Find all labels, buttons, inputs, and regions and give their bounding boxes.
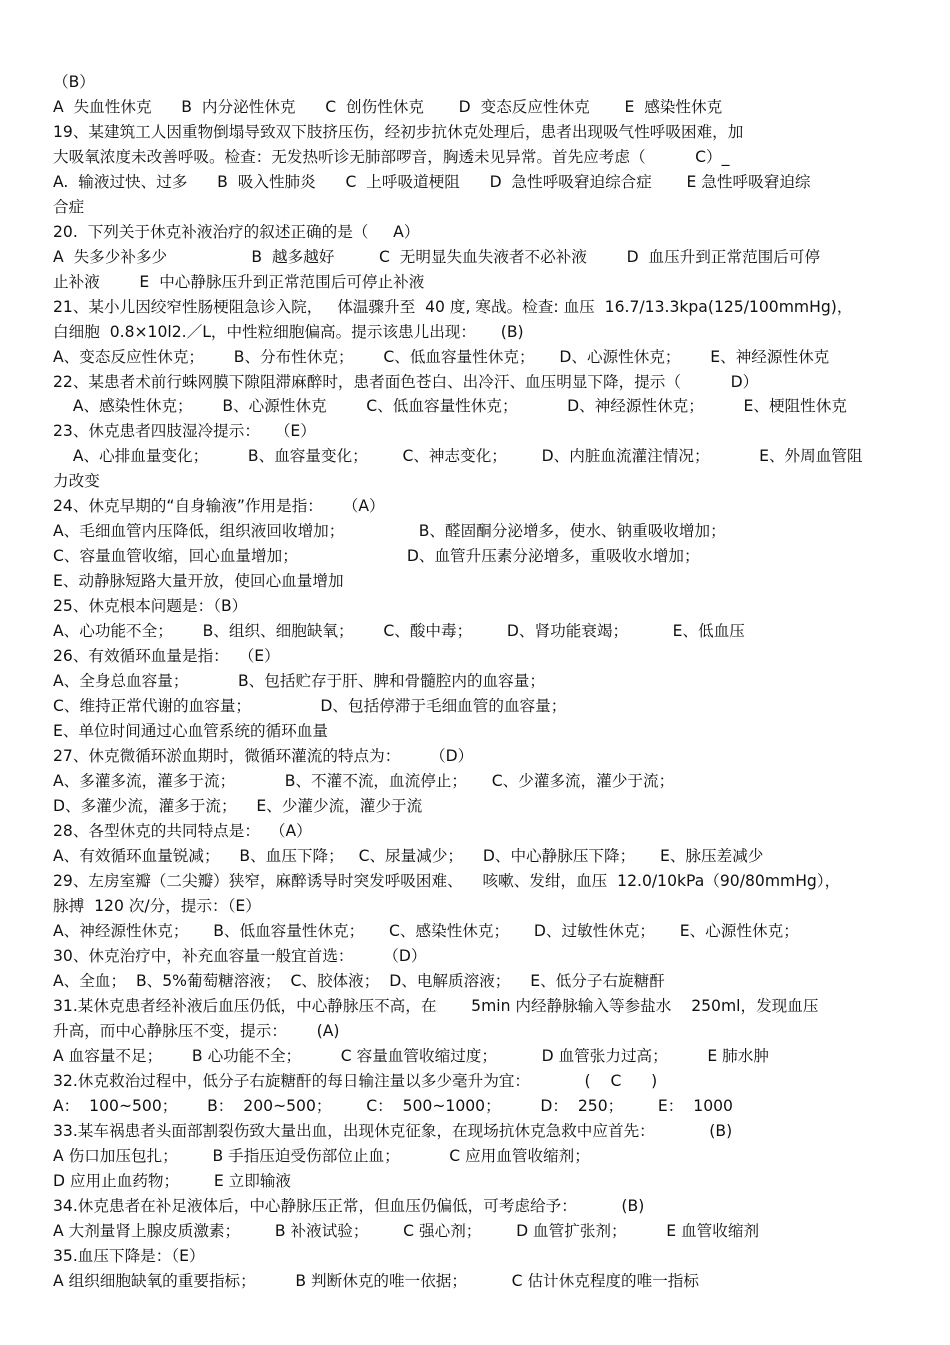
text-line: A 组织细胞缺氧的重要指标； B 判断休克的唯一依据； C 估计休克程度的唯一指标 — [53, 1272, 699, 1290]
text-line: A、有效循环血量锐减； B、血压下降； C、尿量减少； D、中心静脉压下降； E、脉压差减少 — [53, 847, 764, 865]
text-line: A、心功能不全； B、组织、细胞缺氧； C、酸中毒； D、肾功能衰竭； E、低血压 — [53, 622, 745, 640]
text-line: A、多灌多流，灌多于流； B、不灌不流，血流停止； C、少灌多流，灌少于流； — [53, 772, 675, 790]
text-line: A、心排血量变化； B、血容量变化； C、神志变化； D、内脏血流灌注情况； E、外周血管阻 — [53, 447, 863, 465]
text-line: A、变态反应性休克； B、分布性休克； C、低血容量性休克； D、心源性休克； E、神经源性休克 — [53, 348, 830, 366]
text-line: 力改变 — [53, 472, 100, 490]
text-line: 大吸氧浓度未改善呼吸。检查：无发热听诊无肺部啰音，胸透未见异常。首先应考虑（ C）_ — [53, 148, 730, 166]
text-line: 34.休克患者在补足液体后，中心静脉压正常，但血压仍偏低，可考虑给予： (B) — [53, 1197, 645, 1215]
text-line: 合症 — [53, 198, 85, 216]
text-line: E、动静脉短路大量开放，使回心血量增加 — [53, 572, 344, 590]
text-line: 22、某患者术前行蛛网膜下隙阻滞麻醉时，患者面色苍白、出冷汗、血压明显下降，提示（ D） — [53, 373, 759, 391]
text-line: A、感染性休克； B、心源性休克 C、低血容量性休克； D、神经源性休克； E、梗阻性休克 — [53, 397, 847, 415]
text-line: 脉搏 120 次/分，提示：（E） — [53, 897, 261, 915]
text-line: （B） — [53, 73, 95, 91]
text-line: A 失多少补多少 B 越多越好 C 无明显失血失液者不必补液 D 血压升到正常范围后可停 — [53, 248, 821, 266]
text-line: 35.血压下降是：（E） — [53, 1247, 205, 1265]
text-line: A、神经源性休克； B、低血容量性休克； C、感染性休克； D、过敏性休克； E、心源性休克； — [53, 922, 799, 940]
text-line: 24、休克早期的“自身输液”作用是指： （A） — [53, 497, 385, 515]
text-line: 23、休克患者四肢湿冷提示： （E） — [53, 422, 316, 440]
text-line: A 失血性休克 B 内分泌性休克 C 创伤性休克 D 变态反应性休克 E 感染性休克 — [53, 98, 723, 116]
text-line: 白细胞 0.8×10l2.／L，中性粒细胞偏高。提示该患儿出现： (B) — [53, 323, 524, 341]
text-line: 19、某建筑工人因重物倒塌导致双下肢挤压伤，经初步抗休克处理后，患者出现吸气性呼吸困难，加 — [53, 123, 744, 141]
text-line: 27、休克微循环淤血期时，微循环灌流的特点为： （D） — [53, 747, 474, 765]
text-line: A、毛细血管内压降低，组织液回收增加； B、醛固酮分泌增多，使水、钠重吸收增加； — [53, 522, 726, 540]
text-line: D、多灌少流，灌多于流； E、少灌少流，灌少于流 — [53, 797, 423, 815]
text-line: 20. 下列关于休克补液治疗的叙述正确的是（ A） — [53, 223, 420, 241]
text-line: 25、休克根本问题是：（B） — [53, 597, 248, 615]
text-line: 止补液 E 中心静脉压升到正常范围后可停止补液 — [53, 273, 425, 291]
text-line: A 血容量不足； B 心功能不全； C 容量血管收缩过度； D 血管张力过高； E 肺水肿 — [53, 1047, 769, 1065]
text-line: 32.休克救治过程中，低分子右旋糖酐的每日输注量以多少毫升为宜： ( C ) — [53, 1072, 658, 1090]
text-line: 28、各型休克的共同特点是： （A） — [53, 822, 312, 840]
text-line: 29、左房室瓣（二尖瓣）狭窄，麻醉诱导时突发呼吸困难、 咳嗽、发绀，血压 12.0/10kPa（90/80mmHg）， — [53, 872, 841, 890]
text-line: E、单位时间通过心血管系统的循环血量 — [53, 722, 328, 740]
text-line: A. 输液过快、过多 B 吸入性肺炎 C 上呼吸道梗阻 D 急性呼吸窘迫综合症 E 急性呼吸窘迫综 — [53, 173, 811, 191]
text-line: A： 100~500； B： 200~500； C： 500~1000； D： 250； E： 1000 — [53, 1097, 733, 1115]
text-line: 21、某小儿因绞窄性肠梗阻急诊入院， 体温骤升至 40 度, 寒战。检查: 血压 16.7/13.3kpa(125/100mmHg)， — [53, 298, 853, 316]
text-line: A、全身总血容量； B、包括贮存于肝、脾和骨髓腔内的血容量； — [53, 672, 545, 690]
text-line: 升高，而中心静脉压不变，提示： (A) — [53, 1022, 340, 1040]
text-line: A 大剂量肾上腺皮质激素； B 补液试验； C 强心剂； D 血管扩张剂； E 血管收缩剂 — [53, 1222, 760, 1240]
text-line: 31.某休克患者经补液后血压仍低，中心静脉压不高，在 5min 内经静脉输入等参盐水 250ml，发现血压 — [53, 997, 819, 1015]
text-line: 26、有效循环血量是指： （E） — [53, 647, 280, 665]
text-line: 33.某车祸患者头面部割裂伤致大量出血，出现休克征象，在现场抗休克急救中应首先： (B) — [53, 1122, 733, 1140]
text-line: C、容量血管收缩，回心血量增加； D、血管升压素分泌增多，重吸收水增加； — [53, 547, 700, 565]
text-line: A、全血； B、5%葡萄糖溶液； C、胶体液； D、电解质溶液； E、低分子右旋糖酐 — [53, 972, 665, 990]
text-line: A 伤口加压包扎； B 手指压迫受伤部位止血； C 应用血管收缩剂； — [53, 1147, 590, 1165]
text-line: 30、休克治疗中，补充血容量一般宜首选： （D） — [53, 947, 427, 965]
text-line: D 应用止血药物； E 立即输液 — [53, 1172, 292, 1190]
text-line: C、维持正常代谢的血容量； D、包括停滞于毛细血管的血容量； — [53, 697, 567, 715]
